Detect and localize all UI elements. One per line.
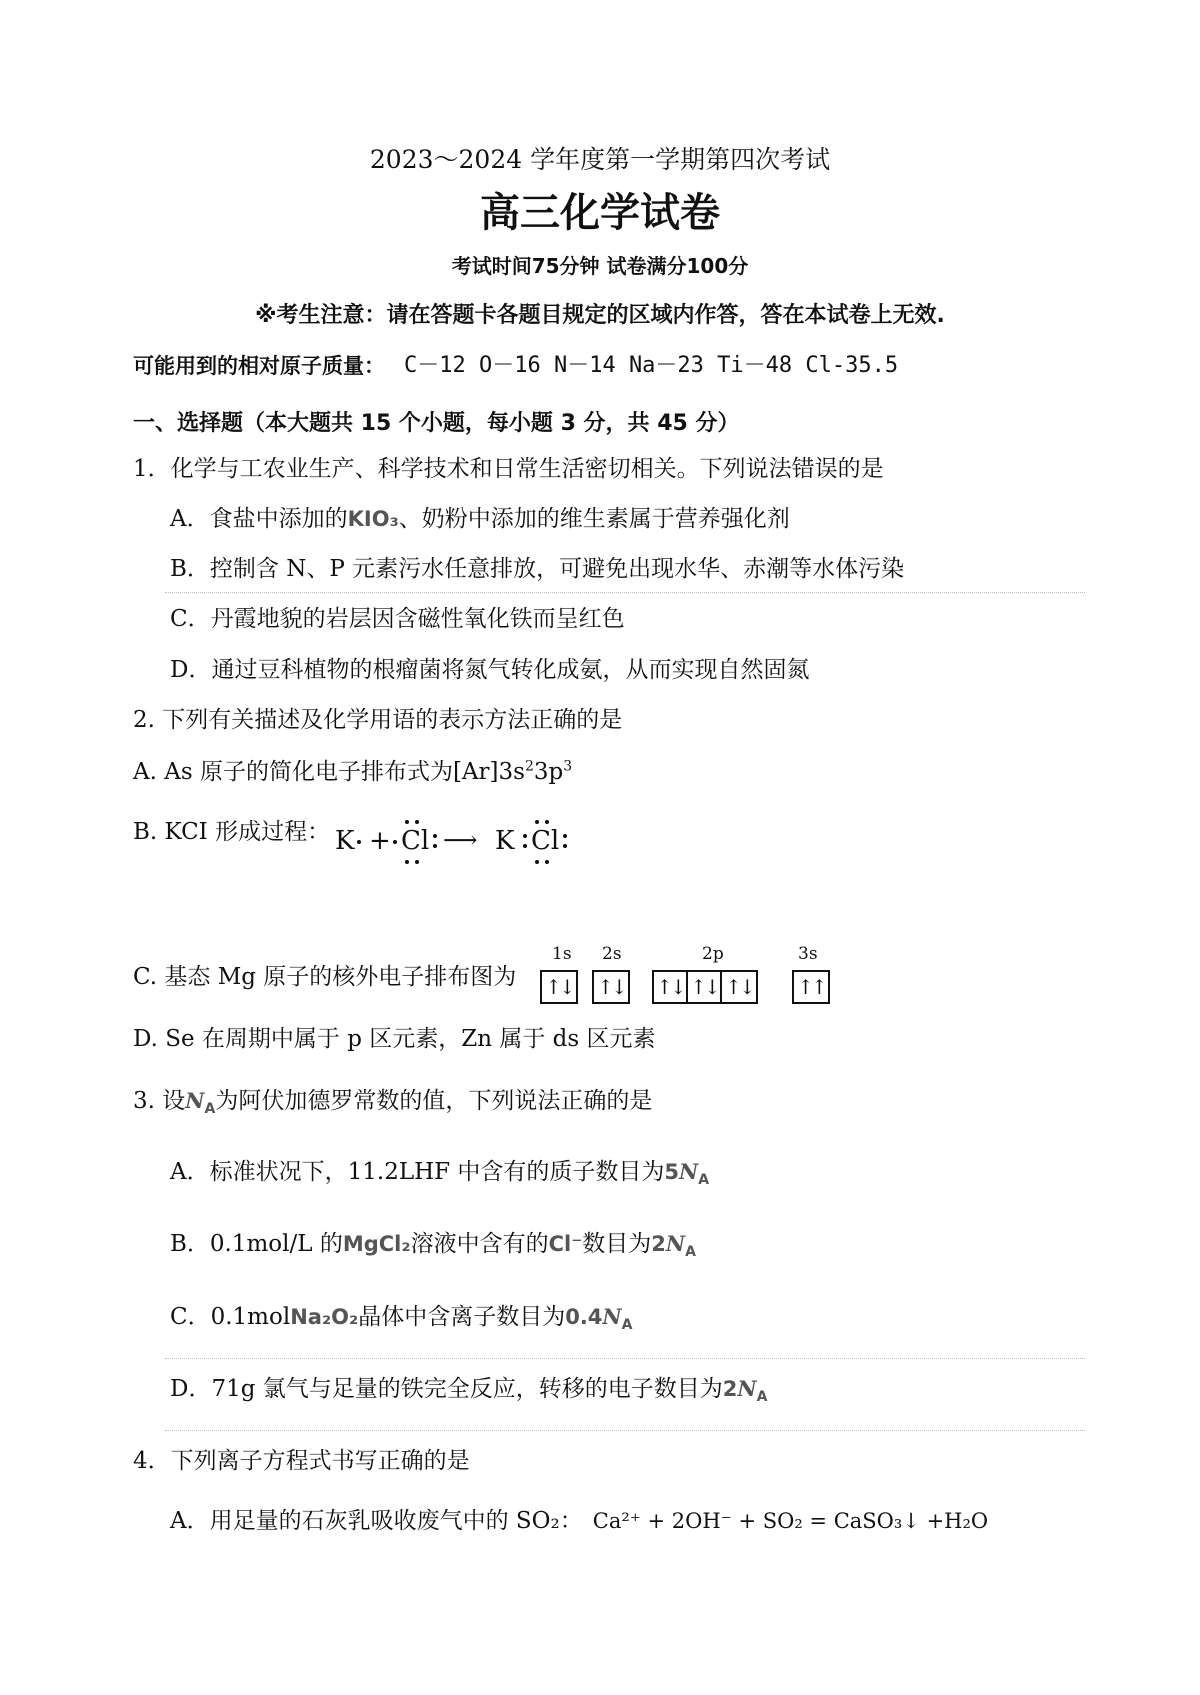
question-2-option-b: B. KCI 形成过程： (133, 819, 331, 845)
lewis-cl: Cl (531, 826, 560, 856)
ionic-equation: Ca²⁺ + 2OH⁻ + SO₂ = CaSO₃↓ +H₂O (592, 1509, 989, 1533)
atomic-mass-label: 可能用到的相对原子质量： (133, 354, 385, 378)
question-1-stem: 1．化学与工农业生产、科学技术和日常生活密切相关。下列说法错误的是 (133, 456, 884, 482)
avogadro-symbol (185, 1088, 216, 1118)
lewis-plus: + (369, 826, 391, 856)
orbital-label-3s: 3s (798, 944, 818, 964)
subscript: A (621, 1317, 633, 1334)
section-title: 一、选择题（本大题共 15 个小题，每小题 3 分，共 45 分） (133, 411, 740, 436)
orbital-label-2s: 2s (602, 944, 622, 964)
orbital-cell: ↑↓ (545, 975, 573, 999)
option-text: 数目为 (582, 1231, 652, 1257)
question-2-option-c: C. 基态 Mg 原子的核外电子排布图为 (133, 964, 517, 990)
electron-dot (415, 820, 419, 824)
chem-formula: KIO₃ (347, 507, 399, 531)
option-text: 、奶粉中添加的维生素属于营养强化剂 (398, 506, 790, 532)
electron-dot (357, 840, 361, 844)
exam-line: 2023～2024 学年度第一学期第四次考试 (369, 145, 831, 174)
subscript: A (204, 1101, 216, 1118)
lewis-arrow: ⟶ (443, 826, 478, 854)
chem-value (664, 1159, 710, 1189)
electron-dot (523, 844, 527, 848)
option-text: A．食盐中添加的 (170, 506, 348, 532)
option-text: 溶液中含有的 (410, 1231, 549, 1257)
question-1-option-d: D．通过豆科植物的根瘤菌将氮气转化成氨，从而实现自然固氮 (170, 657, 810, 683)
subscript: A (756, 1389, 768, 1406)
option-text: 晶体中含离子数目为 (358, 1304, 566, 1330)
subscript: A (698, 1172, 710, 1189)
lewis-k: K (335, 826, 355, 856)
electron-dot (563, 844, 567, 848)
option-text: A. As 原子的简化电子排布式为[Ar]3s (133, 759, 525, 785)
question-2-stem: 2. 下列有关描述及化学用语的表示方法正确的是 (133, 707, 623, 733)
orbital-box-2p (652, 970, 758, 1004)
divider (165, 1430, 1085, 1431)
question-4-stem: 4．下列离子方程式书写正确的是 (133, 1448, 470, 1474)
question-3-stem (133, 1087, 653, 1118)
symbol-n: N (602, 1304, 622, 1329)
chem-formula: MgCl₂ (342, 1232, 411, 1256)
electron-dot (405, 820, 409, 824)
orbital-box-2s (592, 970, 630, 1004)
orbital-cell: ↑↓ (654, 972, 688, 1002)
chem-formula: Na₂O₂ (290, 1305, 359, 1329)
electron-dot (433, 834, 437, 838)
option-text: D．71g 氯气与足量的铁完全反应，转移的电子数目为 (170, 1376, 723, 1402)
lewis-cl: Cl (401, 826, 430, 856)
orbital-box-3s (792, 970, 830, 1004)
orbital-cell: ↑↓ (597, 975, 625, 999)
electron-dot (523, 834, 527, 838)
electron-dot (433, 844, 437, 848)
electron-dot (545, 820, 549, 824)
question-1-option-b: B．控制含 N、P 元素污水任意排放，可避免出现水华、赤潮等水体污染 (170, 556, 905, 582)
chem-value (722, 1376, 768, 1406)
numeric-value: 2 (651, 1232, 666, 1256)
orbital-cell: ↑↑ (797, 975, 825, 999)
electron-dot (393, 840, 397, 844)
option-text: A．标准状况下，11.2LHF 中含有的质子数目为 (170, 1159, 665, 1185)
question-1-option-a (170, 505, 790, 533)
orbital-cell: ↑↓ (688, 972, 722, 1002)
superscript: 3 (563, 758, 573, 775)
exam-time-score: 考试时间75分钟 试卷满分100分 (451, 254, 749, 278)
electron-dot (563, 834, 567, 838)
symbol-n: N (665, 1231, 686, 1256)
numeric-value: 2 (722, 1377, 738, 1401)
chem-value (565, 1304, 633, 1334)
option-text: C．0.1mol (170, 1304, 291, 1330)
electron-dot (545, 860, 549, 864)
question-2-option-a (133, 758, 572, 786)
chem-ion: Cl⁻ (548, 1232, 583, 1256)
numeric-value: 5 (664, 1160, 680, 1184)
question-3-option-c (170, 1303, 633, 1334)
question-3-option-a (170, 1158, 710, 1189)
symbol-n: N (679, 1159, 699, 1184)
atomic-mass-values: C－12 O－16 N－14 Na－23 Ti－48 Cl-35.5 (404, 353, 899, 378)
option-text: 3. 设 (133, 1088, 186, 1114)
superscript: 2 (524, 758, 534, 775)
subscript: A (685, 1244, 696, 1261)
orbital-cell: ↑↓ (725, 975, 753, 999)
option-text: 3p (533, 759, 564, 785)
orbital-box-1s (540, 970, 578, 1004)
question-1-option-c: C．丹霞地貌的岩层因含磁性氧化铁而呈红色 (170, 606, 625, 632)
question-3-option-d (170, 1375, 768, 1406)
orbital-label-2p: 2p (702, 944, 724, 964)
option-text: 为阿伏加德罗常数的值，下列说法正确的是 (215, 1088, 653, 1114)
electron-dot (405, 860, 409, 864)
lewis-k: K (495, 826, 515, 856)
numeric-value: 0.4 (565, 1305, 603, 1329)
electron-dot (535, 820, 539, 824)
option-text: B．0.1mol/L 的 (170, 1231, 343, 1257)
symbol-n: N (185, 1088, 205, 1113)
chem-value (651, 1231, 696, 1261)
exam-notice: ※考生注意：请在答题卡各题目规定的区域内作答，答在本试卷上无效. (255, 303, 945, 328)
question-4-option-a (170, 1507, 988, 1535)
option-text: A．用足量的石灰乳吸收废气中的 SO₂： (170, 1508, 583, 1534)
question-2-option-d: D. Se 在周期中属于 p 区元素，Zn 属于 ds 区元素 (133, 1026, 656, 1052)
electron-dot (415, 860, 419, 864)
orbital-label-1s: 1s (552, 944, 572, 964)
paper-title: 高三化学试卷 (480, 190, 720, 236)
symbol-n: N (737, 1376, 757, 1401)
divider (165, 592, 1085, 593)
electron-dot (535, 860, 539, 864)
divider (165, 1358, 1085, 1359)
question-3-option-b (170, 1230, 696, 1261)
